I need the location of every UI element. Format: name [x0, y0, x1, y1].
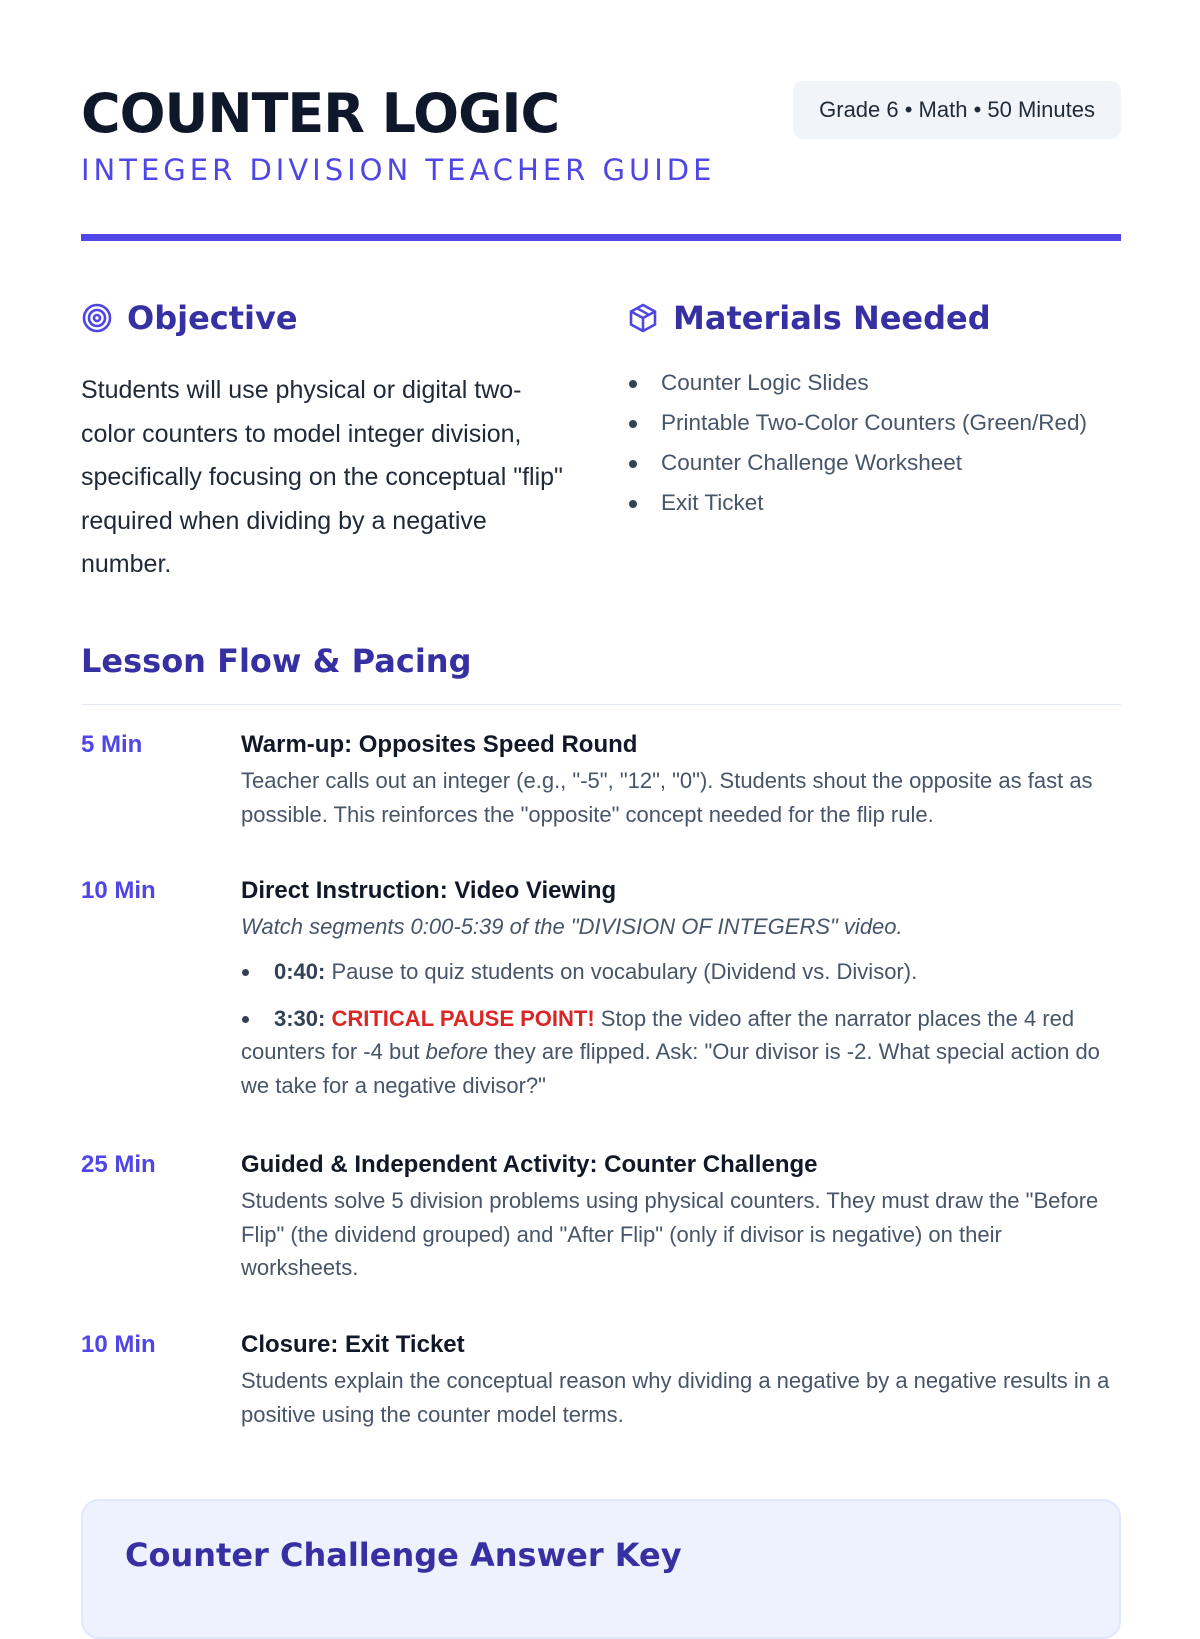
overview-columns: [81, 293, 1121, 593]
materials-item: Exit Ticket: [627, 483, 1121, 523]
objective-heading: Objective: [127, 299, 298, 337]
flow-step-note: Watch segments 0:00-5:39 of the "DIVISION OF INTEGERS" video.: [241, 914, 903, 939]
flow-step-title: Warm-up: Opposites Speed Round: [241, 731, 638, 758]
materials-list: [627, 363, 1121, 523]
materials-heading: Materials Needed: [673, 299, 991, 337]
flow-time: 10 Min: [81, 1331, 156, 1358]
flow-time: 10 Min: [81, 877, 156, 904]
flow-bullet-item: [241, 1002, 1121, 1103]
timestamp: 0:40:: [274, 959, 326, 984]
materials-item: Printable Two-Color Counters (Green/Red): [627, 403, 1121, 443]
flow-step-title: Closure: Exit Ticket: [241, 1331, 465, 1358]
objective-section: [81, 293, 571, 587]
page-title: COUNTER LOGIC: [81, 82, 560, 145]
flow-bullet-item: [241, 955, 1121, 989]
critical-alert: CRITICAL PAUSE POINT!: [331, 1005, 595, 1031]
teacher-guide-page: [81, 0, 1121, 1427]
cube-icon: [627, 302, 659, 334]
timestamp: 3:30:: [274, 1005, 326, 1031]
flow-body: [241, 728, 1121, 831]
flow-body: [241, 1148, 1121, 1285]
materials-heading-row: [627, 293, 1121, 343]
lesson-flow-divider: [81, 704, 1121, 705]
flow-body: [241, 874, 1121, 1102]
flow-step-description: Students solve 5 division problems using physical counters. They must draw the "Before Flip" (the dividend grouped) and "After Flip" (only if divisor is negative) on their worksheets.: [241, 1188, 1099, 1280]
flow-step-description: Students explain the conceptual reason why dividing a negative by a negative results in a positive using the counter model terms.: [241, 1368, 1110, 1427]
materials-item: Counter Challenge Worksheet: [627, 443, 1121, 483]
materials-item: Counter Logic Slides: [627, 363, 1121, 403]
lesson-meta-badge: Grade 6 • Math • 50 Minutes: [793, 81, 1121, 139]
bullet-text: they are flipped. Ask: "Our divisor is -2. What special action do we take for a negative divisor?": [241, 1039, 1100, 1098]
flow-time: 25 Min: [81, 1151, 156, 1178]
flow-step-title: Guided & Independent Activity: Counter Challenge: [241, 1151, 818, 1178]
lesson-flow-heading: Lesson Flow & Pacing: [81, 642, 472, 680]
objective-heading-row: [81, 293, 571, 343]
bullet-text: Pause to quiz students on vocabulary (Dividend vs. Divisor).: [325, 959, 918, 984]
flow-step-title: Direct Instruction: Video Viewing: [241, 877, 617, 904]
answer-key-panel: [81, 1499, 1121, 1639]
answer-key-heading: Counter Challenge Answer Key: [125, 1536, 682, 1574]
flow-step-description: Teacher calls out an integer (e.g., "-5", "12", "0"). Students shout the opposite as fast as possible. This reinforces the "opposite" concept needed for the flip rule.: [241, 768, 1093, 827]
bullet-emphasis: before: [425, 1039, 489, 1064]
page-subtitle: INTEGER DIVISION TEACHER GUIDE: [81, 153, 716, 187]
objective-text: Students will use physical or digital two-color counters to model integer division, specifically focusing on the conceptual "flip" required when dividing by a negative number.: [81, 376, 563, 578]
bullet-text: Stop the video after the narrator places the 4 red counters for -4 but: [241, 1005, 1075, 1064]
lesson-flow-section: [81, 638, 1121, 1427]
guide-header: [81, 0, 1121, 242]
header-divider: [81, 234, 1121, 241]
materials-section: [627, 293, 1121, 523]
flow-body: [241, 1328, 1121, 1431]
flow-time: 5 Min: [81, 731, 143, 758]
target-icon: [81, 302, 113, 334]
